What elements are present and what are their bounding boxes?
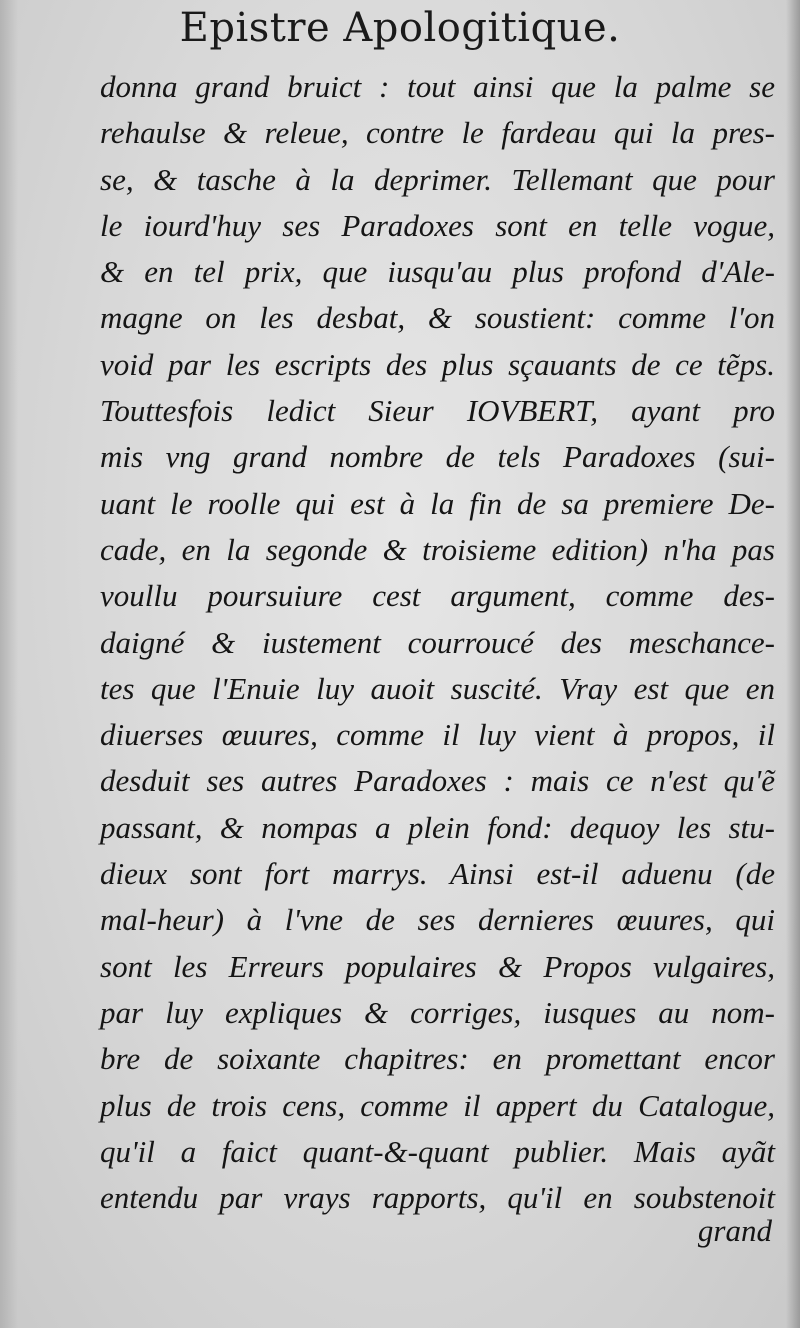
text-line: void par les escripts des plus sçauants de ce tẽps. (100, 346, 775, 382)
text-line: plus de trois cens, comme il appert du Catalogue, (100, 1087, 775, 1123)
text-line: dieux sont fort marrys. Ainsi est-il aduenu (de (100, 856, 775, 892)
running-head: Epistre Apologitique. (179, 5, 621, 51)
text-line: par luy expliques & corriges, iusques au nom- (100, 994, 775, 1030)
catchword: grand (697, 1213, 772, 1248)
text-line: mal-heur) à l'vne de ses dernieres œuures, qui (100, 902, 775, 938)
text-line: Touttesfois ledict Sieur IOVBERT, ayant pro (100, 393, 775, 429)
text-line: desduit ses autres Paradoxes : mais ce n'est qu'ẽ (100, 763, 775, 799)
text-line: cade, en la segonde & troisieme edition) n'ha pas (100, 531, 775, 567)
text-line: le iourd'huy ses Paradoxes sont en telle vogue, (100, 207, 775, 243)
text-line: diuerses œuures, comme il luy vient à propos, il (100, 717, 775, 753)
text-line: sont les Erreurs populaires & Propos vulgaires, (100, 948, 775, 984)
text-line: se, & tasche à la deprimer. Tellemant que pour (100, 161, 775, 197)
text-line: bre de soixante chapitres: en promettant encor (100, 1041, 775, 1077)
text-line: donna grand bruict : tout ainsi que la palme se (100, 69, 775, 104)
text-line: qu'il a faict quant-&-quant publier. Mais ayãt (100, 1133, 775, 1169)
page-left-edge-shadow (0, 0, 18, 1328)
text-line: magne on les desbat, & soustient: comme l'on (100, 300, 775, 336)
text-line: passant, & nompas a plein fond: dequoy les stu- (100, 809, 775, 845)
text-line: rehaulse & releue, contre le fardeau qui la pres- (100, 115, 775, 151)
text-line: tes que l'Enuie luy auoit suscité. Vray est que en (100, 670, 775, 706)
text-line: voullu poursuiure cest argument, comme des- (100, 578, 775, 614)
text-line: mis vng grand nombre de tels Paradoxes (sui- (100, 439, 775, 475)
text-line: uant le roolle qui est à la fin de sa premiere De- (100, 485, 775, 521)
text-line: & en tel prix, que iusqu'au plus profond d'Ale- (100, 254, 775, 290)
text-line: daigné & iustement courroucé des meschance- (100, 624, 775, 660)
page-right-edge-shadow (786, 0, 800, 1328)
body-text (100, 64, 775, 1221)
text-line: entendu par vrays rapports, qu'il en soubstenoit (100, 1180, 775, 1216)
